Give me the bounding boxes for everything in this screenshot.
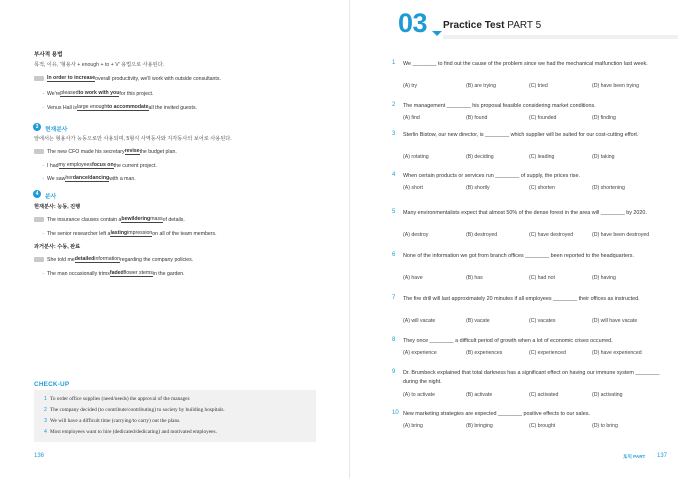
question-number: 2 (392, 102, 396, 108)
example-tag (34, 149, 44, 154)
question-text: Many environmentalists expect that almost 50% of the dense forest in the area will ________ by 2020. (403, 210, 647, 216)
checkup-text: The company decided (to contribute/contributing) to society by building hospitals. (49, 407, 225, 413)
answer-option[interactable]: (D) shortening (592, 185, 625, 191)
answer-option[interactable]: (C) leading (529, 154, 555, 160)
checkup-number: 3 (44, 418, 47, 424)
checkup-number: 2 (44, 407, 47, 413)
answer-option[interactable]: (A) rotating (403, 154, 429, 160)
answer-option[interactable]: (B) bringing (466, 423, 493, 429)
answer-option[interactable]: (C) activated (529, 392, 559, 398)
answer-option[interactable]: (A) find (403, 115, 420, 121)
checkup-item (44, 396, 190, 402)
answer-option[interactable]: (C) shorten (529, 185, 555, 191)
question-number: 8 (392, 337, 396, 343)
page-title (443, 20, 541, 31)
example-sentence (34, 175, 136, 182)
answer-options (403, 185, 625, 191)
checkup-number: 1 (44, 396, 47, 402)
answer-options (403, 350, 642, 356)
example-sentence (34, 90, 153, 97)
example-sentence (34, 270, 185, 277)
bullet: · (42, 231, 44, 237)
answer-options (403, 275, 616, 281)
page-number: 137 (657, 453, 668, 459)
answer-option[interactable]: (A) short (403, 185, 423, 191)
checkup-text: We will have a difficult time (carrying/to carry) out the plans. (49, 418, 181, 424)
section-number-badge: 3 (33, 123, 41, 131)
example-fragment: We're (47, 90, 61, 97)
answer-option[interactable]: (C) had not (529, 275, 555, 281)
answer-option[interactable]: (A) try (403, 83, 418, 89)
example-fragment: revise (124, 148, 140, 154)
bullet: · (42, 271, 44, 277)
answer-options (403, 115, 616, 121)
answer-options (403, 423, 618, 429)
answer-option[interactable]: (D) taking (592, 154, 615, 160)
example-sentence (34, 148, 177, 155)
example-fragment: She told me (47, 256, 75, 263)
checkup-item (44, 407, 225, 413)
title-main: Practice Test (443, 20, 505, 31)
example-tag (34, 217, 44, 222)
unit-number: 03 (398, 8, 428, 38)
example-fragment: The senior researcher left a (47, 230, 111, 237)
example-fragment: information (94, 256, 120, 262)
question-number: 9 (392, 369, 396, 375)
page-number: 136 (34, 453, 45, 459)
title-underline-bar (443, 35, 678, 39)
answer-option[interactable]: (A) experience (403, 350, 437, 356)
example-sentence (34, 216, 185, 223)
example-fragment: overall productivity, we'll work with outside consultants. (95, 75, 221, 82)
example-fragment: my employees (58, 162, 92, 168)
question-text: When certain products or services run ________ of supply, the prices rise. (403, 173, 580, 179)
answer-option[interactable]: (D) finding (592, 115, 616, 121)
answer-option[interactable]: (C) experienced (529, 350, 566, 356)
question-text: New marketing strategies are expected ________ positive effects to our sales. (403, 411, 590, 417)
example-sentence (34, 256, 193, 263)
example-fragment: on all of the team members. (152, 230, 217, 237)
bullet: · (42, 105, 44, 111)
question-number: 7 (392, 295, 396, 301)
example-fragment: large enough (77, 104, 108, 110)
rule-text: 목적, 이유, '형용사 + enough + to + V' 용법으로 사용된다. (34, 62, 165, 68)
answer-option[interactable]: (B) has (466, 275, 483, 281)
answer-option[interactable]: (C) vacates (529, 318, 556, 324)
present-participle-label: 현재분사: 능동, 진행 (34, 204, 81, 210)
example-fragment: lasting (110, 230, 128, 236)
answer-options (403, 83, 639, 89)
answer-option[interactable]: (A) have (403, 275, 423, 281)
example-tag (34, 76, 44, 81)
answer-options (403, 232, 649, 238)
answer-option[interactable]: (C) have destroyed (529, 232, 574, 238)
title-part: PART 5 (504, 20, 542, 31)
answer-option[interactable]: (C) founded (529, 115, 557, 121)
answer-option[interactable]: (B) destroyed (466, 232, 498, 238)
example-fragment: The new CFO made his secretary (47, 148, 125, 155)
example-fragment: the budget plan. (139, 148, 177, 155)
question-number: 4 (392, 172, 396, 178)
example-tag (34, 257, 44, 262)
answer-options (403, 318, 637, 324)
example-fragment: detailed (74, 256, 95, 262)
example-fragment: to work with you (78, 90, 120, 96)
answer-option[interactable]: (A) destroy (403, 232, 429, 238)
answer-option[interactable]: (B) found (466, 115, 488, 121)
answer-option[interactable]: (D) to bring (592, 423, 618, 429)
question-text: The fire drill will last approximately 20 minutes if all employees ________ their offices as instructed. (403, 296, 640, 302)
bullet: · (42, 163, 44, 169)
example-fragment: In order to increase (47, 75, 96, 81)
right-page (350, 0, 700, 478)
section-title: 분사 (45, 194, 57, 200)
checkup-text: To order office supplies (need/needs) the approval of the manager. (49, 396, 191, 402)
answer-options (403, 154, 615, 160)
example-fragment: of details. (162, 216, 185, 223)
example-fragment: I had (47, 162, 59, 169)
example-fragment: faded (109, 270, 124, 276)
answer-option[interactable]: (B) activate (466, 392, 493, 398)
example-fragment: focus on (92, 162, 114, 168)
example-sentence (34, 104, 197, 111)
checkup-item (44, 418, 180, 424)
rule-text: 앞에서는 형용사가 능동으로만 사용되며, 5형식 사역동사와 지각동사의 보어로 사용된다. (34, 136, 232, 142)
example-fragment: with a man. (109, 175, 136, 182)
example-fragment: mass (150, 216, 163, 222)
checkup-number: 4 (44, 429, 47, 435)
question-number: 6 (392, 252, 396, 258)
question-text: None of the information we got from branch offices ________ been reported to the headquarters. (403, 253, 634, 259)
example-sentence (34, 230, 217, 237)
answer-option[interactable]: (A) bring (403, 423, 423, 429)
example-sentence (34, 75, 221, 82)
example-fragment: The insurance clauses contain a (47, 216, 122, 223)
example-fragment: impression (127, 230, 153, 236)
question-number: 10 (392, 410, 399, 416)
example-fragment: flower stems (123, 270, 153, 276)
example-fragment: The man occasionally trims (47, 270, 110, 277)
bullet: · (42, 176, 44, 182)
example-fragment: to accommodate (107, 104, 149, 110)
answer-options (403, 392, 623, 398)
example-fragment: regarding the company policies. (119, 256, 194, 263)
example-fragment: pleased (60, 90, 79, 96)
example-fragment: in the garden. (152, 270, 185, 277)
answer-option[interactable]: (B) deciding (466, 154, 494, 160)
example-fragment: We saw (47, 175, 66, 182)
section-title: 현재분사 (45, 127, 68, 133)
answer-option[interactable]: (B) are trying (466, 83, 496, 89)
answer-option[interactable]: (D) have been destroyed (592, 232, 650, 238)
example-fragment: dance/dancing (72, 175, 110, 181)
question-number: 3 (392, 131, 396, 137)
checkup-text: Most employees want to hire (dedicated/dedicating) and motivated employees. (49, 429, 217, 435)
answer-option[interactable]: (D) having (592, 275, 616, 281)
answer-option[interactable]: (D) have been trying (592, 83, 639, 89)
question-text: They once ________ a difficult period of growth when a lot of economic crises occurred. (403, 338, 613, 344)
footer-tag: 토익 PART (623, 454, 646, 459)
question-text: Sterlin Bistow, our new director, is ________ which supplier will be suited for our cost-cutting effort. (403, 132, 639, 138)
question-number: 1 (392, 60, 396, 66)
section-heading: 부사적 용법 (34, 52, 63, 58)
example-fragment: for this project. (119, 90, 154, 97)
question-number: 5 (392, 209, 396, 215)
example-fragment: Venus Hall is (47, 104, 77, 111)
past-participle-label: 과거분사: 수동, 완료 (34, 244, 81, 250)
answer-option[interactable]: (B) experiences (466, 350, 503, 356)
answer-option[interactable]: (D) will have vacate (592, 318, 638, 324)
section-number-badge: 4 (33, 190, 41, 198)
example-fragment: the current project. (113, 162, 157, 169)
checkup-title: CHECK-UP (34, 381, 70, 388)
question-text: We ________ to find out the cause of the problem since we had the mechanical malfunction last week. (403, 61, 648, 67)
answer-option[interactable]: (A) will vacate (403, 318, 436, 324)
question-text: The management ________ his proposal feasible considering market conditions. (403, 103, 596, 109)
answer-option[interactable]: (C) tried (529, 83, 548, 89)
example-fragment: her (65, 175, 73, 181)
unit-marker-icon (432, 31, 442, 36)
answer-option[interactable]: (A) to activate (403, 392, 436, 398)
question-text: Dr. Brumbeck explained that total darkness has a significant effect on having our immune system ________ during the night. (403, 370, 660, 385)
answer-option[interactable]: (B) shortly (466, 185, 490, 191)
bullet: · (42, 91, 44, 97)
checkup-item (44, 429, 217, 435)
answer-option[interactable]: (D) have experienced (592, 350, 642, 356)
answer-option[interactable]: (D) activating (592, 392, 623, 398)
example-sentence (34, 162, 157, 169)
example-fragment: bewildering (121, 216, 151, 222)
answer-option[interactable]: (C) brought (529, 423, 556, 429)
example-fragment: all the invited guests. (148, 104, 197, 111)
answer-option[interactable]: (B) vacate (466, 318, 490, 324)
